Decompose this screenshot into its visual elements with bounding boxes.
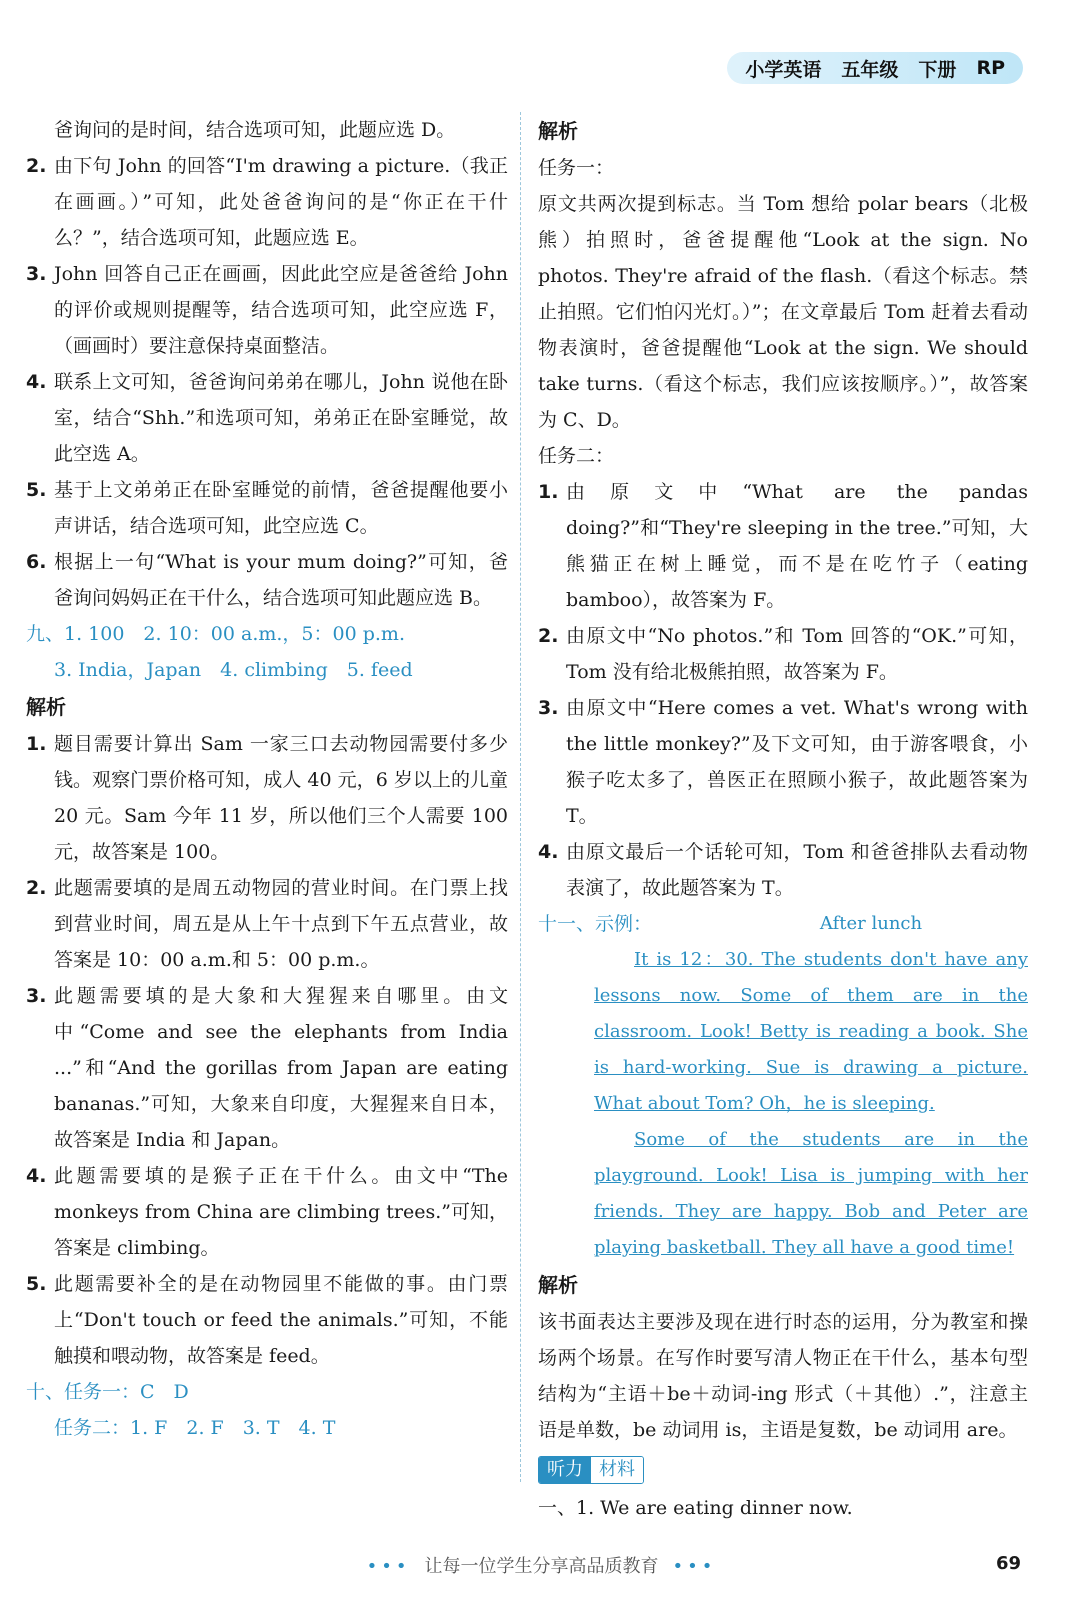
item-text: 此题需要填的是大象和大猩猩来自哪里。由文中“Come and see the elephants from India ...”和“And the gorillas from Japan are eating bananas.”可知，大象来自印度，大猩猩来自日本，故答案是 India 和 Japan。	[54, 985, 508, 1151]
item-text: 此题需要补全的是在动物园里不能做的事。由门票上“Don't touch or feed the animals.”可知，不能触摸和喂动物，故答案是 feed。	[54, 1273, 508, 1367]
item-text: 由原文最后一个话轮可知，Tom 和爸爸排队去看动物表演了，故此题答案为 T。	[566, 841, 1028, 899]
item-number: 2.	[26, 877, 47, 899]
listening-line: 一、1. We are eating dinner now.	[538, 1497, 853, 1519]
analysis-heading-2: 解析	[538, 1273, 578, 1297]
list-item	[26, 1158, 508, 1266]
item-number: 3.	[538, 697, 559, 719]
column-divider	[520, 112, 521, 1482]
analysis-heading: 解析	[26, 695, 66, 719]
list-item	[26, 726, 508, 870]
sample-essay	[538, 906, 1028, 1266]
analysis-paragraph	[538, 1304, 1028, 1448]
item-number: 2.	[26, 155, 47, 177]
list-item	[26, 256, 508, 364]
footer-slogan: 让每一位学生分享高品质教育	[424, 1556, 659, 1577]
item-number: 4.	[26, 371, 47, 393]
q11-label: 十一、示例：	[538, 913, 653, 935]
header-bar	[727, 52, 1023, 84]
item-text: 由原文中“What are the pandas doing?”和“They're sleeping in the tree.”可知，大熊猫正在树上睡觉，而不是在吃竹子（eating bamboo），故答案为 F。	[566, 481, 1028, 611]
item-number: 2.	[538, 625, 559, 647]
footer-dots-left: •••	[366, 1556, 411, 1577]
item-number: 5.	[26, 1273, 47, 1295]
task1-paragraph	[538, 186, 1028, 438]
list-item	[26, 1266, 508, 1374]
task1-label: 任务一：	[538, 157, 615, 179]
answer-q9-line2: 3. India，Japan 4. climbing 5. feed	[54, 659, 413, 681]
item-text: 由原文中“Here comes a vet. What's wrong with the little monkey?”及下文可知，由于游客喂食，小猴子吃太多了，兽医正在照顾小猴子，故此题答案为 T。	[566, 697, 1028, 827]
list-item	[26, 364, 508, 472]
left-column	[26, 112, 508, 1446]
essay-paragraph-1: It is 12：30. The students don't have any lessons now. Some of them are in the classroom. Look! Betty is reading a book. She is hard-working. Sue is drawing a picture. What about Tom? Oh，he is sleeping.	[594, 949, 1028, 1114]
badge-part-b: 材料	[591, 1457, 643, 1483]
item-text: 联系上文可知，爸爸询问弟弟在哪儿，John 说他在卧室，结合“Shh.”和选项可知，弟弟正在卧室睡觉，故此空选 A。	[54, 371, 508, 465]
essay-paragraph-2: Some of the students are in the playground. Look! Lisa is jumping with her friends. They are happy. Bob and Peter are playing basketball. They all have a good time!	[594, 1129, 1028, 1258]
item-text: John 回答自己正在画画，因此此空应是爸爸给 John 的评价或规则提醒等，结合选项可知，此空应选 F，（画画时）要注意保持桌面整洁。	[54, 263, 508, 357]
footer	[0, 1552, 1083, 1578]
item-number: 6.	[26, 551, 47, 573]
item-text: 根据上一句“What is your mum doing?”可知，爸爸询问妈妈正在干什么，结合选项可知此题应选 B。	[54, 551, 508, 609]
list-item	[26, 544, 508, 616]
continued-text: 爸询问的是时间，结合选项可知，此题应选 D。	[54, 119, 456, 141]
analysis-heading: 解析	[538, 119, 578, 143]
item-number: 5.	[26, 479, 47, 501]
task2-label: 任务二：	[538, 445, 615, 467]
answer-q10-line2: 任务二：1. F 2. F 3. T 4. T	[54, 1417, 336, 1439]
edition-label: RP	[976, 57, 1005, 79]
volume-label: 下册	[918, 58, 957, 81]
item-text: 此题需要填的是周五动物园的营业时间。在门票上找到营业时间，周五是从上午十点到下午五点营业，故答案是 10：00 a.m.和 5：00 p.m.。	[54, 877, 508, 971]
list-item	[26, 870, 508, 978]
sample-essay-block	[538, 906, 1028, 1266]
answer-q10-line1: 十、任务一：C D	[26, 1381, 189, 1403]
essay-title: After lunch	[819, 913, 923, 934]
item-text: 此题需要填的是猴子正在干什么。由文中“The monkeys from China are climbing trees.”可知，答案是 climbing。	[54, 1165, 508, 1259]
item-text: 由下句 John 的回答“I'm drawing a picture.（我正在画画。）”可知，此处爸爸询问的是“你正在干什么？”，结合选项可知，此题应选 E。	[54, 155, 508, 249]
task1-text: 原文共两次提到标志。当 Tom 想给 polar bears（北极熊）拍照时，爸爸提醒他“Look at the sign. No photos. They're afraid of the flash.（看这个标志。禁止拍照。它们怕闪光灯。）”；在文章最后 Tom 赶着去看动物表演时，爸爸提醒他“Look at the sign. We should take turns.（看这个标志，我们应该按顺序。）”，故答案为 C、D。	[538, 193, 1028, 431]
subject-label: 小学英语	[745, 58, 822, 81]
item-number: 1.	[26, 733, 47, 755]
listening-badge	[538, 1456, 644, 1484]
list-item	[26, 472, 508, 544]
item-text: 基于上文弟弟正在卧室睡觉的前情，爸爸提醒他要小声讲话，结合选项可知，此空应选 C。	[54, 479, 508, 537]
list-item	[538, 834, 1028, 906]
page-number: 69	[995, 1553, 1021, 1574]
list-item	[538, 618, 1028, 690]
item-number: 4.	[26, 1165, 47, 1187]
item-number: 3.	[26, 263, 47, 285]
badge-part-a: 听力	[539, 1457, 591, 1483]
list-item	[26, 978, 508, 1158]
list-item	[538, 474, 1028, 618]
list-item	[26, 148, 508, 256]
right-column	[538, 112, 1028, 1526]
item-number: 3.	[26, 985, 47, 1007]
answer-q9-line1: 九、1. 100 2. 10：00 a.m.，5：00 p.m.	[26, 623, 405, 645]
analysis-text: 该书面表达主要涉及现在进行时态的运用，分为教室和操场两个场景。在写作时要写清人物正在干什么，基本句型结构为“主语＋be＋动词-ing 形式（＋其他）.”，注意主语是单数，be 动词用 is，主语是复数，be 动词用 are。	[538, 1311, 1028, 1441]
item-text: 题目需要计算出 Sam 一家三口去动物园需要付多少钱。观察门票价格可知，成人 40 元，6 岁以上的儿童 20 元。Sam 今年 11 岁，所以他们三个人需要 100 元，故答案是 100。	[54, 733, 508, 863]
list-item	[538, 690, 1028, 834]
item-number: 4.	[538, 841, 559, 863]
footer-dots-right: •••	[672, 1556, 717, 1577]
item-number: 1.	[538, 481, 559, 503]
grade-label: 五年级	[841, 58, 899, 81]
item-text: 由原文中“No photos.”和 Tom 回答的“OK.”可知，Tom 没有给北极熊拍照，故答案为 F。	[566, 625, 1028, 683]
